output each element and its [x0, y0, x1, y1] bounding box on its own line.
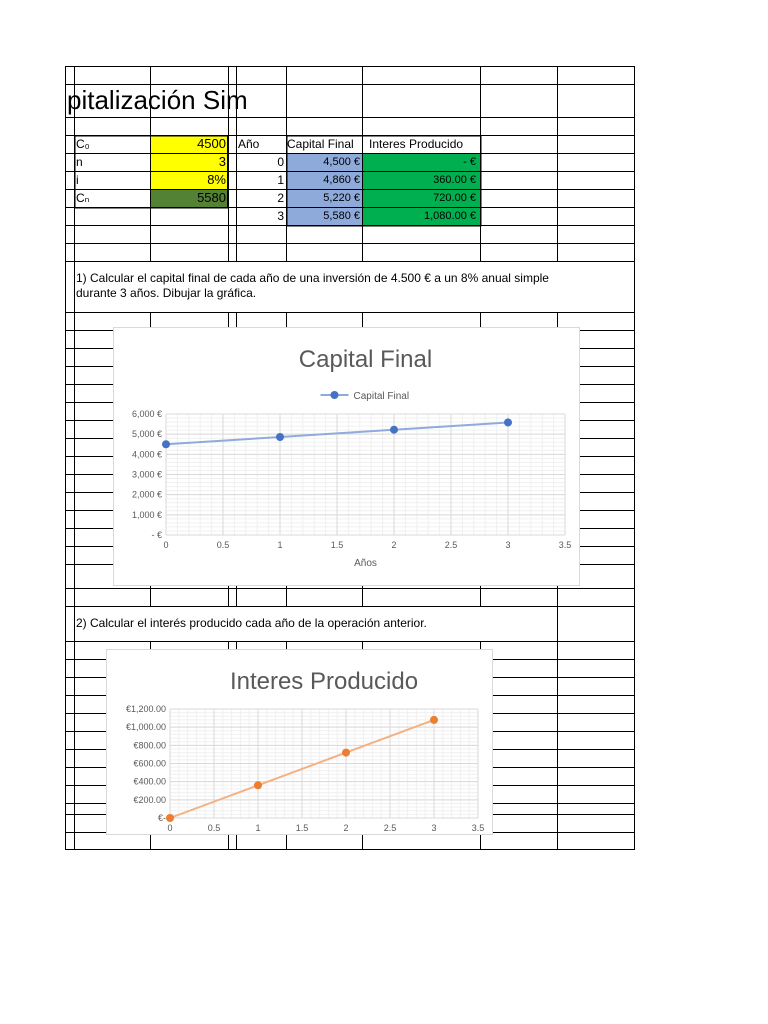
x-tick-label: 1.5: [330, 540, 344, 550]
y-tick-label: €1,000.00: [125, 722, 166, 733]
x-tick-label: 1.5: [295, 823, 309, 833]
data-point: [166, 814, 174, 822]
x-tick-label: 2: [343, 823, 349, 833]
legend-label: Capital Final: [353, 391, 410, 402]
table-row-capital[interactable]: 5,580 €: [323, 210, 360, 222]
table-row-capital[interactable]: 4,500 €: [323, 156, 360, 168]
y-tick-label: 3,000 €: [131, 469, 162, 480]
x-tick-label: 1: [255, 823, 261, 833]
x-tick-label: 0.5: [207, 823, 221, 833]
table-row-capital[interactable]: 4,860 €: [323, 174, 360, 186]
table-row-interes[interactable]: - €: [463, 156, 476, 168]
x-tick-label: 0: [167, 823, 173, 833]
table-row-interes[interactable]: 1,080.00 €: [424, 210, 476, 222]
chart-title: Capital Final: [298, 346, 433, 373]
table-row-year[interactable]: 1: [277, 173, 284, 187]
table-row-interes[interactable]: 720.00 €: [433, 192, 476, 204]
i-value[interactable]: 8%: [207, 172, 226, 187]
y-tick-label: €800.00: [133, 740, 166, 751]
y-tick-label: €1,200.00: [125, 704, 166, 714]
y-tick-label: 5,000 €: [131, 429, 162, 440]
x-tick-label: 3.5: [558, 540, 572, 550]
y-tick-label: €200.00: [133, 794, 166, 805]
capital-final-chart-svg: [114, 328, 581, 587]
x-tick-label: 0: [163, 540, 169, 550]
sheet-title: pitalización Sim: [67, 85, 248, 115]
y-tick-label: €-: [157, 813, 166, 823]
x-tick-label: 3: [431, 823, 437, 833]
data-point: [254, 781, 262, 789]
data-point: [430, 716, 438, 724]
y-tick-label: 2,000 €: [131, 489, 162, 500]
question1-line1: 1) Calcular el capital final de cada año de una inversión de 4.500 € a un 8% anual simple: [76, 271, 549, 285]
data-point: [342, 749, 350, 757]
y-tick-label: €400.00: [133, 776, 166, 787]
header-interes-producido: Interes Producido: [369, 137, 464, 151]
x-tick-label: 0.5: [216, 540, 230, 550]
data-point: [276, 433, 284, 441]
x-axis-label: Años: [354, 558, 377, 569]
chart-title: Interes Producido: [229, 668, 419, 695]
x-tick-label: 1: [277, 540, 283, 550]
n-label: n: [76, 155, 83, 169]
legend-marker: [331, 391, 339, 399]
y-tick-label: 1,000 €: [131, 509, 162, 520]
capital-final-chart[interactable]: [113, 327, 580, 586]
data-point: [162, 440, 170, 448]
x-tick-label: 2.5: [383, 823, 397, 833]
interes-producido-chart[interactable]: [106, 649, 493, 835]
n-value[interactable]: 3: [218, 154, 226, 169]
y-tick-label: 6,000 €: [131, 409, 162, 419]
data-point: [504, 418, 512, 426]
cn-label: Cₙ: [76, 191, 90, 205]
x-tick-label: 3: [505, 540, 511, 550]
table-row-year[interactable]: 3: [277, 209, 284, 223]
data-point: [390, 426, 398, 434]
c0-value[interactable]: 4500: [197, 136, 226, 151]
header-anio: Año: [238, 137, 260, 151]
question2-text: 2) Calcular el interés producido cada año de la operación anterior.: [76, 616, 427, 630]
x-tick-label: 2: [391, 540, 397, 550]
c0-label: C₀: [76, 137, 90, 151]
header-capital-final: Capital Final: [287, 137, 354, 151]
cn-value[interactable]: 5580: [197, 190, 226, 205]
table-row-year[interactable]: 0: [277, 155, 284, 169]
table-row-capital[interactable]: 5,220 €: [323, 192, 360, 204]
x-tick-label: 2.5: [444, 540, 458, 550]
y-tick-label: €600.00: [133, 758, 166, 769]
table-row-interes[interactable]: 360.00 €: [433, 174, 476, 186]
interes-producido-chart-svg: [107, 650, 494, 836]
table-row-year[interactable]: 2: [277, 191, 284, 205]
x-tick-label: 3.5: [471, 823, 485, 833]
question1-line2: durante 3 años. Dibujar la gráfica.: [76, 286, 257, 300]
y-tick-label: - €: [151, 530, 162, 540]
i-label: i: [76, 173, 79, 187]
y-tick-label: 4,000 €: [131, 449, 162, 460]
